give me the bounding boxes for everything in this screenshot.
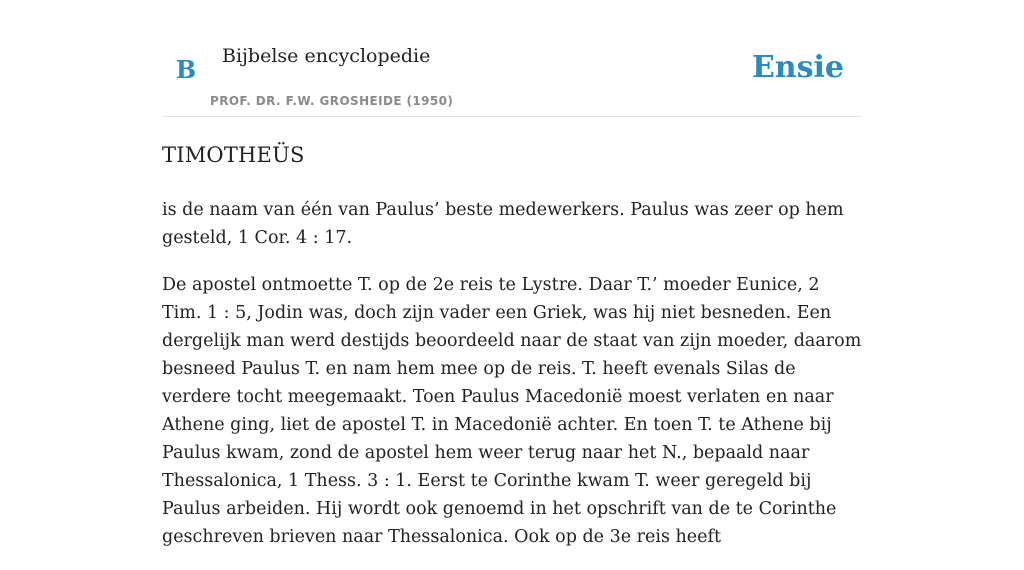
book-title[interactable]: Bijbelse encyclopedie (222, 45, 431, 67)
article-paragraph: De apostel ontmoette T. op de 2e reis te Lystre. Daar T.’ moeder Eunice, 2 Tim. 1 : 5, Jodin was, doch zijn vader een Griek, was hij niet besneden. Een dergelijk man werd destijds beoordeeld naar de staat van zijn moeder, daarom besneed Paulus T. en nam hem mee op de reis. T. heeft evenals Silas de verdere tocht meegemaakt. Toen Paulus Macedonië moest verlaten en naar Athene ging, liet de apostel T. in Macedonië achter. En toen T. te Athene bij Paulus kwam, zond de apostel hem weer terug naar het N., bepaald naar Thessalonica, 1 Thess. 3 : 1. Eerst te Corinthe kwam T. weer geregeld bij Paulus arbeiden. Hij wordt ook genoemd in het opschrift van de te Corinthe geschreven brieven naar Thessalonica. Ook op de 3e reis heeft (162, 275, 862, 547)
header (162, 0, 862, 117)
article-paragraph: is de naam van één van Paulus’ beste medewerkers. Paulus was zeer op hem gesteld, 1 Cor. 4 : 17. (162, 200, 844, 248)
brand-logo[interactable]: Ensie (751, 50, 844, 85)
book-author: PROF. DR. F.W. GROSHEIDE (1950) (210, 94, 454, 108)
book-icon[interactable]: B (175, 55, 197, 84)
article-title: TIMOTHEÜS (162, 143, 305, 167)
article (162, 136, 864, 570)
